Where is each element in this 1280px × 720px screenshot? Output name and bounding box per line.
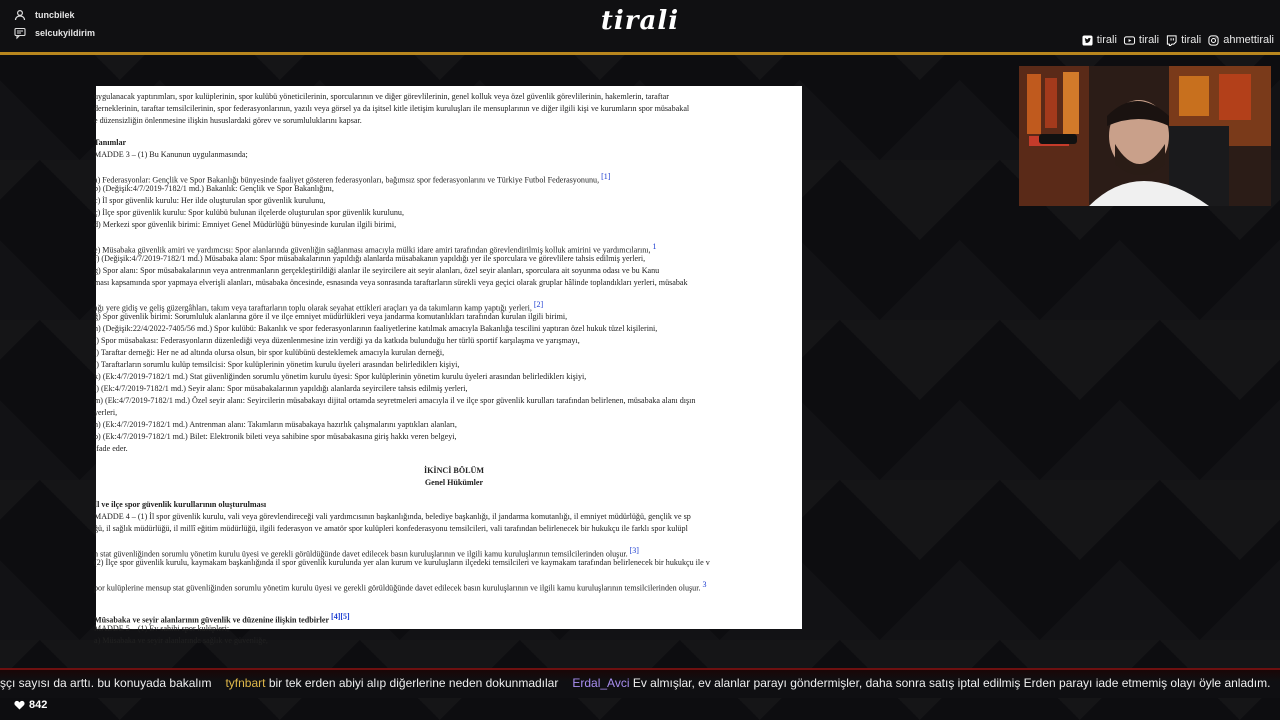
document-line	[94, 103, 814, 115]
chat-username: tyfnbart	[225, 676, 266, 690]
document-line	[94, 115, 814, 127]
document-line-text: MADDE 4 – (1) İl spor güvenlik kurulu, vali veya görevlendireceği vali yardımcısının başkanlığında, belediye başkanlığı, il jandarma komutanlığı, il emniyet müdürlüğü, gençlik ve sp	[94, 512, 691, 521]
webcam-image	[1019, 66, 1271, 206]
document-line-text: f) (Değişik:4/7/2019-7182/1 md.) Müsabaka alanı: Spor müsabakalarının yapıldığı alanlarda müsabakanın yapıldığı yer ile sporculara ve görevlilere tahsis edilmiş yerleri,	[94, 254, 646, 263]
document-line-text: Tanımlar	[94, 138, 127, 147]
document-line-text: i) Taraftar derneği: Her ne ad altında olursa olsun, bir spor kulübünü desteklemek amacıyla kurulan derneği,	[94, 348, 445, 357]
viewer-name: tuncbilek	[35, 10, 75, 20]
document-line	[94, 557, 814, 569]
document-line-text: por kulüplerine mensup stat güvenliğinden sorumlu yönetim kurulu üyesi ve gerekli görüldüğünde davet edilecek basın kuruluşlarının ve ilgili kamu kuruluşlarının temsilcilerinden oluşur.	[94, 583, 701, 593]
document-line	[94, 91, 814, 103]
document-line-text: e düzensizliğin önlenmesine ilişkin hususlardaki görev ve sorumluluklarını kapsar.	[94, 116, 362, 125]
document-line	[94, 359, 814, 371]
document-line	[94, 253, 814, 265]
document-line-text: (2) İlçe spor güvenlik kurulu, kaymakam başkanlığında il spor güvenlik kurulunda yer alan kurum ve kuruluşların ilçedeki temsilcileri ve kaymakam tarafından belirlenecek bir hukukçu ile v	[94, 558, 710, 567]
like-count: 842	[29, 699, 48, 711]
document-line-text: İl ve ilçe spor güvenlik kurullarının oluşturulması	[94, 500, 267, 509]
document-line-text: n) (Ek:4/7/2019-7182/1 md.) Antrenman alanı: Takımların müsabakaya hazırlık çalışmalarını yaptıkları alanları,	[94, 420, 457, 429]
instagram-icon	[1208, 35, 1219, 46]
chat-messages	[0, 676, 1270, 690]
document-line	[94, 419, 814, 431]
footnote-link[interactable]: 1	[652, 242, 657, 251]
footnote-link[interactable]: [3]	[629, 546, 639, 555]
document-line-text: m) (Ek:4/7/2019-7182/1 md.) Özel seyir alanı: Seyircilerin müsabakayı dijital ortamda seyretmeleri amacıyla il ve ilçe spor güvenlik kurulları tarafından belirlenen, müsabaka alanı dışın	[94, 396, 696, 405]
document-line-text: MADDE 5 – (1) Ev sahibi spor kulüpleri;	[94, 624, 230, 633]
document-line-text: g) Spor alanı: Spor müsabakalarının veya antrenmanların gerçekleştirildiği alanlar ile seyircilere ait seyir alanları, özel seyir alanları, sporculara ait soyunma odası ve bu Kanu	[94, 266, 660, 275]
document-line-text: k) (Ek:4/7/2019-7182/1 md.) Stat güvenliğinden sorumlu yönetim kurulu üyesi: Spor kulüplerinin yönetim kurulu üyeleri arasından belirlediklerı kişiyi,	[94, 372, 587, 381]
document-cutoff-line	[94, 79, 814, 91]
paragraph-gap	[94, 289, 814, 299]
document-line	[94, 299, 814, 311]
document-line-text: MADDE 3 – (1) Bu Kanunun uygulanmasında;	[94, 150, 248, 159]
document-line-text: derneklerinin, taraftar temsilcilerinin, spor federasyonlarının, yazılı veya görsel ya da işitsel kitle iletişim kuruluşları ile mensuplarının ve diğer ilgili kişi ve kurumların spor müsabakal	[94, 104, 690, 113]
document-line	[94, 219, 814, 231]
document-line	[94, 499, 814, 511]
document-line-text: o) (Ek:4/7/2019-7182/1 md.) Bilet: Elektronik bileti veya sahibine spor müsabakasına giriş hakkı veren belgeyi,	[94, 432, 457, 441]
document-line-text: j) Taraftarların sorumlu kulüp temsilcisi: Spor kulüplerinin yönetim kurulu üyeleri arasından belirlediklerı kişiyi,	[94, 360, 460, 369]
paragraph-gap	[94, 127, 814, 137]
social-handle: tirali	[1181, 34, 1202, 46]
document-line-text: ğ) Spor güvenlik birimi: Sorumluluk alanlarına göre il ve ilçe emniyet müdürlükleri veya jandarma komutanlıkları tarafından kurulan ilgili birimi,	[94, 312, 568, 321]
social-twitter	[1082, 34, 1117, 46]
chat-message	[572, 676, 1270, 690]
document-line	[94, 477, 814, 489]
footnote-link[interactable]: [1]	[601, 172, 611, 181]
document-line-text: a) Federasyonlar: Gençlik ve Spor Bakanlığı bünyesinde faaliyet gösteren federasyonları, bağımsız spor federasyonlarını ve Türkiye Futbol Federasyonunu,	[94, 175, 600, 185]
law-document-viewer[interactable]	[94, 86, 802, 645]
document-line-text: Genel Hükümler	[424, 478, 484, 487]
document-line	[94, 323, 814, 335]
document-line	[94, 241, 814, 253]
twitch-icon	[1166, 35, 1177, 46]
social-instagram	[1208, 34, 1274, 46]
document-line-text: ifade eder.	[94, 444, 128, 453]
chat-message	[0, 676, 211, 690]
document-line-text: n stat güvenliğinden sorumlu yönetim kurulu üyesi ve gerekli görüldüğünde davet edilecek basın kuruluşlarının ve ilgili kamu kuruluşlarının temsilcilerinden oluşur.	[94, 549, 628, 559]
webcam-feed	[1019, 66, 1271, 206]
document-line	[94, 407, 814, 419]
paragraph-gap	[94, 455, 814, 465]
document-line	[94, 277, 814, 289]
document-line	[94, 137, 814, 149]
chat-username: Erdal_Avci	[572, 676, 630, 690]
footnote-link[interactable]: [2]	[533, 300, 544, 309]
document-line-text: c) İl spor güvenlik kurulu: Her ilde oluşturulan spor güvenlik kurulunu,	[94, 196, 326, 205]
chat-text: bir tek erden abiyi alıp diğerlerine neden dokunmadılar	[268, 676, 559, 690]
social-handle: tirali	[1138, 34, 1160, 46]
document-line-text: yerleri,	[94, 408, 118, 417]
document-line-text: a) Müsabaka ve seyir alanlarında sağlık ve güvenliğe,	[94, 636, 268, 645]
document-line	[94, 207, 814, 219]
social-twitch	[1166, 34, 1201, 46]
document-line-text: İKİNCİ BÖLÜM	[423, 466, 485, 475]
document-line-text: ması kapsamında spor yapmaya elverişli alanları, müsabaka öncesinde, esnasında veya sonrasında taraftarların sürekli veya geçici olarak gruplar hâlinde toplandıkları yerleri, müsabak	[94, 278, 688, 287]
document-line-text: ağı yere gidiş ve geliş güzergâhları, takım veya taraftarların toplu olarak seyahat ettikleri araçları ya da takımların kamp yaptığı yerleri,	[94, 303, 532, 313]
paragraph-gap	[94, 489, 814, 499]
document-line-text: ç) İlçe spor güvenlik kurulu: Spor kulübü bulunan ilçelerde oluşturulan spor güvenlik kurulunu,	[94, 208, 404, 217]
paragraph-gap	[94, 601, 814, 611]
document-line	[94, 265, 814, 277]
viewer-name: selcukyildirim	[35, 28, 96, 38]
document-line-text: Müsabaka ve seyir alanlarının güvenlik ve düzenine ilişkin tedbirler	[94, 615, 330, 625]
document-line-text: b) (Değişik:4/7/2019-7182/1 md.) Bakanlık: Gençlik ve Spor Bakanlığını,	[94, 184, 334, 193]
social-handle: ahmettirali	[1223, 34, 1274, 46]
document-line	[94, 347, 814, 359]
chat-text: şçı sayısı da arttı. bu konuyada bakalım	[0, 676, 212, 690]
document-line	[94, 335, 814, 347]
heart-icon	[14, 700, 25, 710]
document-line-text: d) Merkezi spor güvenlik birimi: Emniyet Genel Müdürlüğü bünyesinde kurulan ilgili birimi,	[94, 220, 397, 229]
document-line	[94, 523, 814, 535]
social-handle: tirali	[1096, 34, 1117, 46]
footnote-link[interactable]: 3	[702, 580, 707, 589]
youtube-icon	[1124, 35, 1135, 46]
paragraph-gap	[94, 569, 814, 579]
document-line	[94, 579, 814, 591]
footnote-link[interactable]: [4][5]	[331, 612, 350, 621]
document-line	[94, 395, 814, 407]
document-line	[94, 195, 814, 207]
document-line	[94, 371, 814, 383]
document-line	[94, 611, 814, 623]
twitter-icon	[1082, 35, 1093, 46]
document-line-text: h) (Değişik:22/4/2022-7405/56 md.) Spor kulübü: Bakanlık ve spor federasyonlarının faaliyetlerine katılmak amacıyla Bakanlığa tescilini yaptıran özel hukuk tüzel kişilerini,	[94, 324, 658, 333]
streamer-logo: tirali	[600, 6, 680, 36]
document-line-text: ı) Spor müsabakası: Federasyonların düzenlediği veya düzenlenmesine izin verdiği ya da katkıda bulunduğu her türlü sportif karşılaşma ve yarışmayı,	[94, 336, 580, 345]
paragraph-gap	[94, 161, 814, 171]
paragraph-gap	[94, 535, 814, 545]
document-line	[94, 311, 814, 323]
document-line	[94, 545, 814, 557]
document-line	[94, 443, 814, 455]
stream-top-bar	[0, 0, 1280, 55]
chat-ticker	[0, 668, 1280, 698]
document-line	[94, 511, 814, 523]
chat-message	[225, 676, 558, 690]
document-line-text: ğü, il sağlık müdürlüğü, il millî eğitim müdürlüğü, ilgili federasyon ve amatör spor kulüpleri konfederasyonu temsilcileri, vali tarafından belirlenecek bir hukukçu ile farklı spor kulüpl	[94, 524, 688, 533]
social-youtube	[1124, 34, 1159, 46]
document-line	[94, 465, 814, 477]
document-line-text: e) Müsabaka güvenlik amiri ve yardımcısı: Spor alanlarında güvenliğin sağlanması amacıyla mülki idare amiri tarafından görevlendirilmiş kolluk amirini ve yardımcılarını,	[94, 245, 651, 255]
paragraph-gap	[94, 231, 814, 241]
document-text	[94, 79, 814, 647]
document-line	[94, 431, 814, 443]
document-line	[94, 635, 814, 647]
document-line	[94, 383, 814, 395]
document-line	[94, 171, 814, 183]
like-counter	[14, 699, 47, 711]
document-line-text: l) (Ek:4/7/2019-7182/1 md.) Seyir alanı: Spor müsabakalarının yapıldığı alanlarda seyircilere tahsis edilmiş yerleri,	[94, 384, 468, 393]
document-line-text: uygulanacak yaptırımları, spor kulüplerinin, spor kulübü yöneticilerinin, sporcularının ve diğer görevlilerinin, genel kolluk veya özel güvenlik görevlilerinin, hakemlerin, taraftar	[94, 92, 669, 101]
social-links	[1075, 34, 1274, 46]
document-line	[94, 623, 814, 635]
chat-text: Ev almışlar, ev alanlar parayı göndermişler, daha sonra satış iptal edilmiş Erden parayı iade etmemiş olayı öyle anladım.	[632, 676, 1271, 690]
document-line	[94, 149, 814, 161]
